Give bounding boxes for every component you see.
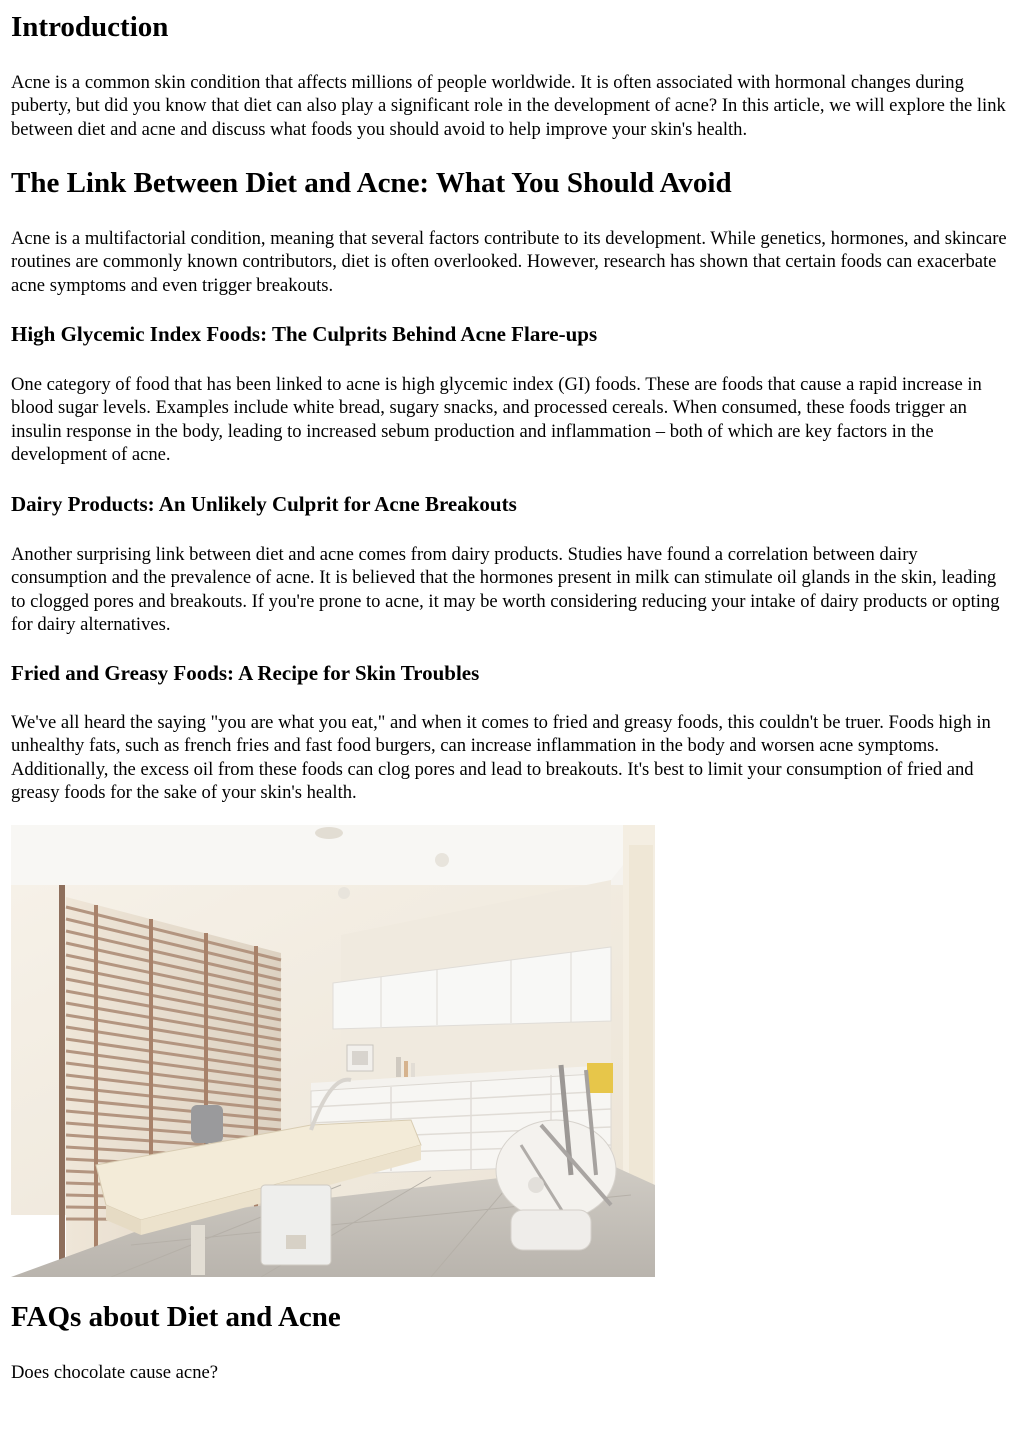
section-heading-diet-link: The Link Between Diet and Acne: What You Should Avoid <box>11 167 732 199</box>
paragraph-dairy: Another surprising link between diet and acne comes from dairy products. Studies have found a correlation between dairy consumption and the prevalence of acne. It is believed that the hormones present in milk can stimulate oil glands in the skin, leading to clogged pores and breakouts. If you're prone to acne, it may be worth considering reducing your intake of dairy products or opting for dairy alternatives. <box>11 544 1000 635</box>
paragraph-introduction: Acne is a common skin condition that affects millions of people worldwide. It is often associated with hormonal changes during puberty, but did you know that diet can also play a significant role in the development of acne? In this article, we will explore the link between diet and acne and discuss what foods you should avoid to help improve your skin's health. <box>11 72 1006 140</box>
subheading-fried: Fried and Greasy Foods: A Recipe for Skin Troubles <box>11 661 480 685</box>
paragraph-glycemic: One category of food that has been linked to acne is high glycemic index (GI) foods. These are foods that cause a rapid increase in blood sugar levels. Examples include white bread, sugary snacks, and processed cereals. When consumed, these foods trigger an insulin response in the body, leading to increased sebum production and inflammation – both of which are key factors in the development of acne. <box>11 374 982 465</box>
paragraph-diet-link: Acne is a multifactorial condition, meaning that several factors contribute to its development. While genetics, hormones, and skincare routines are commonly known contributors, diet is often overlooked. However, research has shown that certain foods can exacerbate acne symptoms and even trigger breakouts. <box>11 228 1007 296</box>
faq-question: Does chocolate cause acne? <box>11 1362 218 1383</box>
subheading-dairy: Dairy Products: An Unlikely Culprit for Acne Breakouts <box>11 492 517 516</box>
paragraph-fried: We've all heard the saying "you are what you eat," and when it comes to fried and greasy foods, this couldn't be truer. Foods high in unhealthy fats, such as french fries and fast food burgers, can increase inflammation in the body and worsen acne symptoms. Additionally, the excess oil from these foods can clog pores and lead to breakouts. It's best to limit your consumption of fried and greasy foods for the sake of your skin's health. <box>11 712 991 803</box>
treatment-room-photo <box>11 825 655 1277</box>
subheading-glycemic: High Glycemic Index Foods: The Culprits Behind Acne Flare-ups <box>11 322 598 346</box>
section-heading-faqs: FAQs about Diet and Acne <box>11 1301 341 1333</box>
section-heading-introduction: Introduction <box>11 11 169 43</box>
